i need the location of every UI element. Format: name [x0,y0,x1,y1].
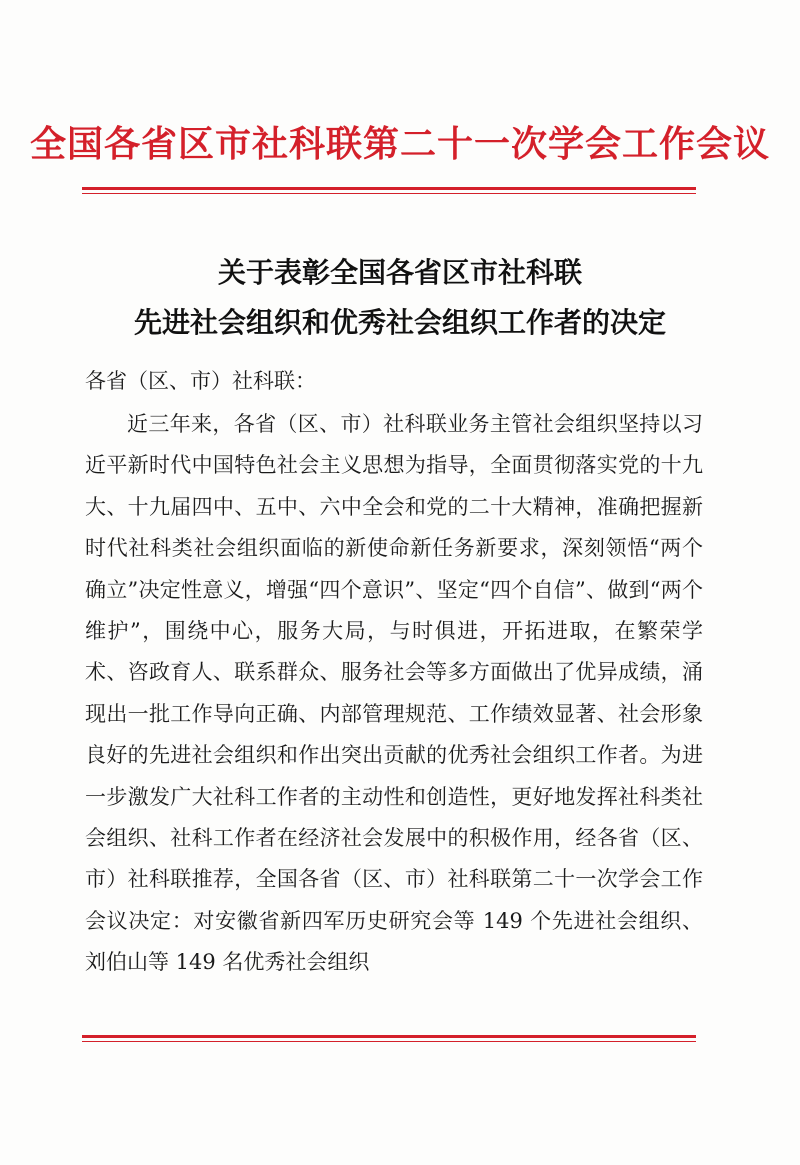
organization-header: 全国各省区市社科联第二十一次学会工作会议 [29,124,770,165]
document-title-line-2: 先进社会组织和优秀社会组织工作者的决定 [133,306,666,339]
body-paragraph: 近三年来，各省（区、市）社科联业务主管社会组织坚持以习近平新时代中国特色社会主义思想为指导，全面贯彻落实党的十九大、十九届四中、五中、六中全会和党的二十大精神，准确把握新时代社科类社会组织面临的新使命新任务新要求，深刻领悟“两个确立”决定性意义，增强“四个意识”、坚定“四个自信”、做到“两个维护”，围绕中心，服务大局，与时俱进，开拓进取，在繁荣学术、咨政育人、联系群众、服务社会等多方面做出了优异成绩，涌现出一批工作导向正确、内部管理规范、工作绩效显著、社会形象良好的先进社会组织和作出突出贡献的优秀社会组织工作者。为进一步激发广大社科工作者的主动性和创造性，更好地发挥社科类社会组织、社科工作者在经济社会发展中的积极作用，经各省（区、市）社科联推荐，全国各省（区、市）社科联第二十一次学会工作会议决定：对安徽省新四军历史研究会等 149 个先进社会组织、刘伯山等 149 名优秀社会组织 [85,412,703,975]
footer-divider-thick [82,1035,696,1038]
footer-divider-thin [82,1041,696,1042]
salutation: 各省（区、市）社科联： [85,369,316,393]
header-divider-thick [82,187,696,190]
document-title-line-1: 关于表彰全国各省区市社科联 [217,256,582,289]
header-divider-thin [82,193,696,194]
document-title [0,248,800,348]
